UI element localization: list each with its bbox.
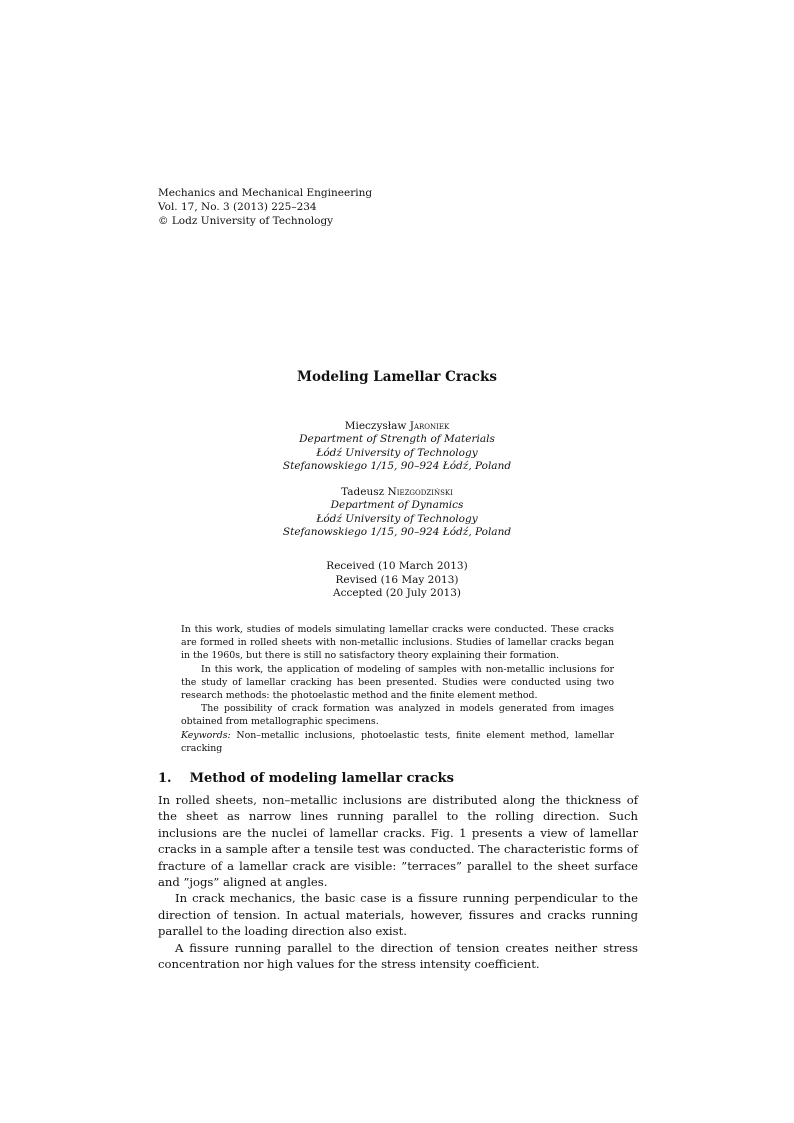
author-name <box>0 486 794 499</box>
dates-block <box>0 560 794 601</box>
author-university: Łódź University of Technology <box>316 512 478 525</box>
abstract <box>181 623 614 729</box>
journal-name: Mechanics and Mechanical Engineering <box>158 187 373 199</box>
keywords-label: Keywords: <box>181 730 231 741</box>
date-received: Received (10 March 2013) <box>326 560 468 572</box>
section-number: 1. <box>158 771 172 786</box>
author-address: Stefanowskiego 1/15, 90–924 Łódź, Poland <box>282 525 512 538</box>
section-body <box>158 792 638 972</box>
body-paragraph: In crack mechanics, the basic case is a fissure running perpendicular to the direction of tension. In actual materials, however, fissures and cracks running parallel to the loading direction also exist. <box>158 891 638 939</box>
author-university: Łódź University of Technology <box>316 446 478 459</box>
keywords-text: Non–metallic inclusions, photoelastic tests, finite element method, lamellar cracking <box>181 730 614 755</box>
paper-title: Modeling Lamellar Cracks <box>297 369 497 385</box>
author-first-name: Mieczysław <box>344 420 407 432</box>
author-block-1 <box>0 420 794 473</box>
author-department: Department of Strength of Materials <box>299 433 495 446</box>
author-last-name: Niezgodziński <box>387 486 453 498</box>
author-address: Stefanowskiego 1/15, 90–924 Łódź, Poland <box>282 459 512 472</box>
author-first-name: Tadeusz <box>341 486 385 498</box>
author-last-name: Jaroniek <box>409 420 450 432</box>
author-name <box>0 420 794 433</box>
journal-volume: Vol. 17, No. 3 (2013) 225–234 <box>158 201 317 213</box>
author-block-2 <box>0 486 794 539</box>
body-paragraph: In rolled sheets, non–metallic inclusions are distributed along the thickness of the sheet as narrow lines running parallel to the rolling direction. Such inclusions are the nuclei of lamellar cracks. Fig. 1 presents a view of lamellar cracks in a sample after a tensile test was conducted. The characteristic forms of fracture of a lamellar crack are visible: ”terraces” parallel to the sheet surface and ”jogs” aligned at angles. <box>158 793 638 890</box>
journal-header <box>158 186 372 228</box>
journal-copyright: © Lodz University of Technology <box>158 215 334 227</box>
author-department: Department of Dynamics <box>330 499 464 512</box>
date-revised: Revised (16 May 2013) <box>335 573 459 586</box>
abstract-paragraph: In this work, studies of models simulating lamellar cracks were conducted. These cracks are formed in rolled sheets with non-metallic inclusions. Studies of lamellar cracks began in the 1960s, but there is still no satisfactory theory explaining their formation. <box>181 624 614 662</box>
body-paragraph: A fissure running parallel to the direction of tension creates neither stress concentration nor high values for the stress intensity coefficient. <box>158 940 638 972</box>
abstract-paragraph: The possibility of crack formation was analyzed in models generated from images obtained from metallographic specimens. <box>181 703 614 728</box>
section-heading <box>158 771 454 786</box>
date-accepted: Accepted (20 July 2013) <box>333 587 461 599</box>
keywords <box>181 729 614 755</box>
abstract-paragraph: In this work, the application of modeling of samples with non-metallic inclusions for the study of lamellar cracking has been presented. Studies were conducted using two research methods: the photoelastic method and the finite element method. <box>181 663 614 702</box>
section-title-text: Method of modeling lamellar cracks <box>189 771 454 786</box>
